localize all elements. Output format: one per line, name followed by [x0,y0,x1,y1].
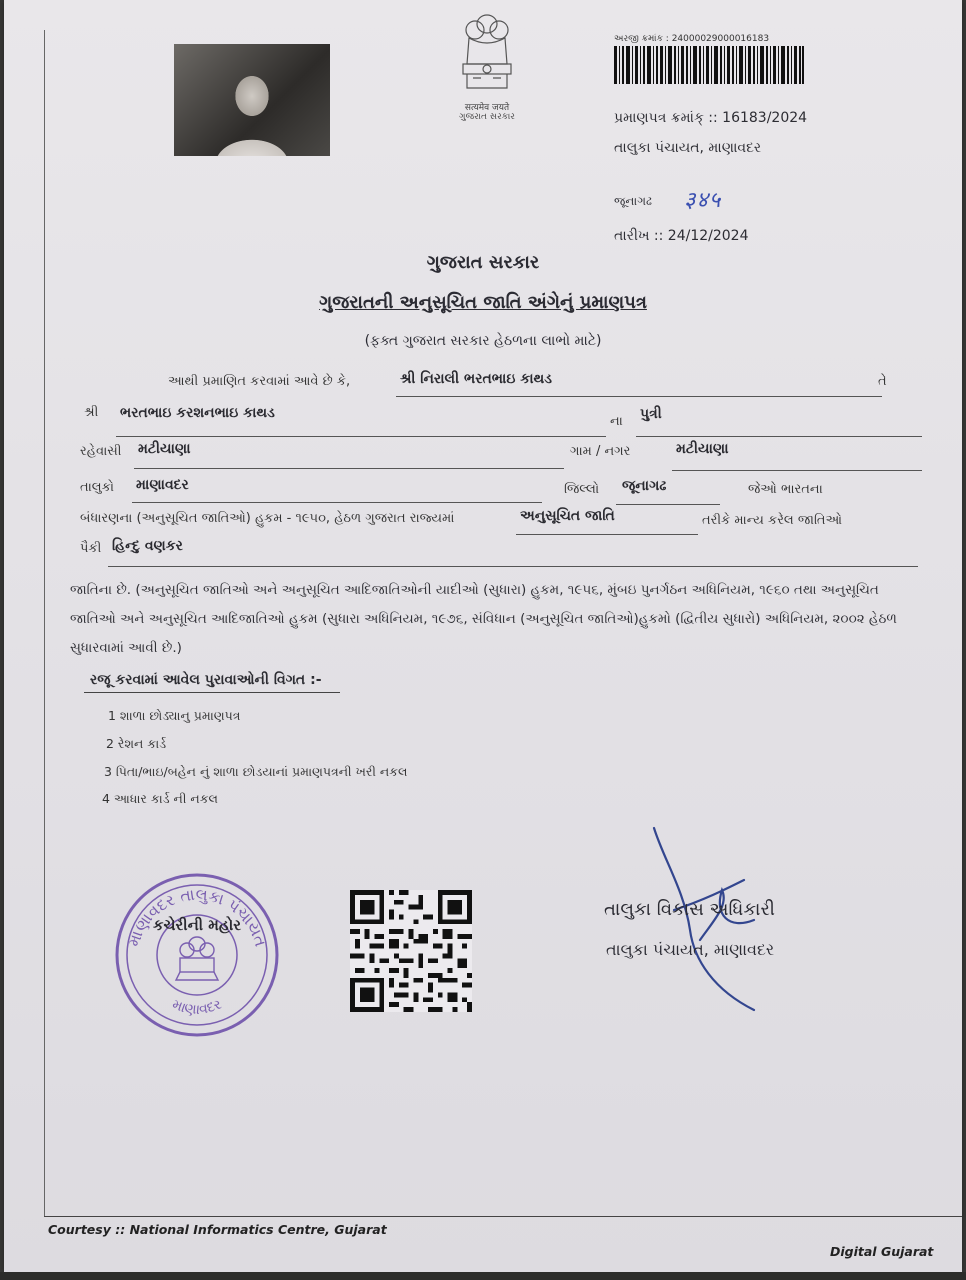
issuing-office: તાલુકા પંચાયત, માણાવદર [614,140,762,156]
taluka-value: માણાવદર [136,477,189,493]
svg-text:માણાવદર [170,996,224,1018]
emblem-motto: सत्यमेव जयते [464,103,510,113]
category-value: અનુસૂચિત જાતિ [520,508,615,524]
certificate-subtitle: (ફક્ત ગુજરાત સરકાર હેઠળના લાભો માટે) [364,333,602,349]
document-item: 1 શાળા છોડ્યાનુ પ્રમાણપત્ર [108,708,241,723]
legal-paragraph: જાતિના છે. (અનુસૂચિત જાતિઓ અને અનુસૂચિત આદિજાતિઓની યાદીઓ (સુધારા) હુકમ, ૧૯૫૬, મુંબઇ પુનર્ગઠન અધિનિયમ, ૧૯૬૦ તથા અનુસૂચિત જાતિઓ અને અનુસૂચિત આદિજાતિઓ હુકમ (સુધારા અધિનિયમ, ૧૯૭૬, સંવિધાન (અનુસૂચિત જાતિઓ)હુકમો (દ્વિતીય સુધારો) અધિનિયમ, ૨૦૦૨ હેઠળ સુધારવામાં આવી છે.) [70,582,897,656]
courtesy-footer: Courtesy :: National Informatics Centre, Gujarat [48,1222,387,1237]
documents-heading: રજૂ કરવામાં આવેલ પુરાવાઓની વિગત :- [90,672,322,688]
emblem-caption: ગુજરાત સરકાર [459,112,515,122]
qr-code [350,890,472,1012]
left-border [44,30,45,1216]
applicant-name: શ્રી નિરાલી ભરતભાઇ કાથડ [400,371,552,387]
district-value: જૂનાગઢ [622,478,667,494]
document-item: 4 આધાર કાર્ડ ની નકલ [102,791,218,806]
ashoka-emblem-icon [447,8,527,100]
among-label: પૈકી [80,541,102,556]
issue-date: તારીખ :: 24/12/2024 [614,228,749,244]
seal-center-text: કચેરીની મહોર [152,916,242,934]
certify-label: આથી પ્રમાણિત કરવામાં આવે છે કે, [168,374,351,389]
signatory-title: તાલુકા વિકાસ અધિકારી [604,899,775,920]
constitution-text: બંધારણના (અનુસૂચિત જાતિઓ) હુકમ - ૧૯૫૦, હેઠળ ગુજરાત રાજ્યમાં [80,511,455,526]
digital-gujarat-footer: Digital Gujarat [830,1244,934,1259]
applicant-photo [174,44,330,156]
village-label: ગામ / નગર [570,444,631,459]
village-value: મટીયાણા [676,441,729,457]
recognized-text: તરીકે માન્ય કરેલ જાતિઓ [702,513,843,528]
document-item: 3 પિતા/ભાઇ/બહેન નું શાળા છોડયાનાં પ્રમાણપત્રની ખરી નકલ [104,764,408,779]
document-item: 2 રેશન કાર્ડ [106,736,167,751]
shri-label: શ્રી [84,405,99,420]
relation: પુત્રી [640,406,662,422]
application-number: અરજી ક્રમાંક : 24000029000016183 [614,34,770,44]
seal-outer-text: માણાવદર તાલુકા પંચાયત [123,884,271,949]
certificate-number: પ્રમાણપત્ર ક્રમાંક્ :: 16183/2024 [614,110,808,126]
te-label: તે [878,374,887,389]
photo-edge [0,1272,966,1280]
certificate-page [4,0,962,1272]
father-name: ભરતભાઇ કરશનભાઇ કાથડ [120,405,275,421]
signature-scribble [604,820,804,1020]
barcode [614,46,804,84]
resident-value: મટીયાણા [138,441,191,457]
handwritten-number: ३४५ [684,188,722,213]
joo-label: જેઓ ભારતના [748,482,823,497]
place-label: જૂનાગઢ [614,194,652,208]
certificate-title: ગુજરાતની અનુસૂચિત જાતિ અંગેનું પ્રમાણપત્ર [319,292,647,313]
na-label: ના [610,414,623,429]
govt-title: ગુજરાત સરકાર [426,252,540,273]
signatory-office: તાલુકા પંચાયત, માણાવદર [606,940,775,959]
caste-value: હિન્દુ વણકર [112,538,183,554]
taluka-label: તાલુકો [80,480,115,495]
office-seal [112,870,282,1040]
seal-bottom-text: માણાવદર [169,996,225,1019]
resident-label: રહેવાસી [80,444,122,459]
district-label: જિલ્લો [564,482,600,497]
